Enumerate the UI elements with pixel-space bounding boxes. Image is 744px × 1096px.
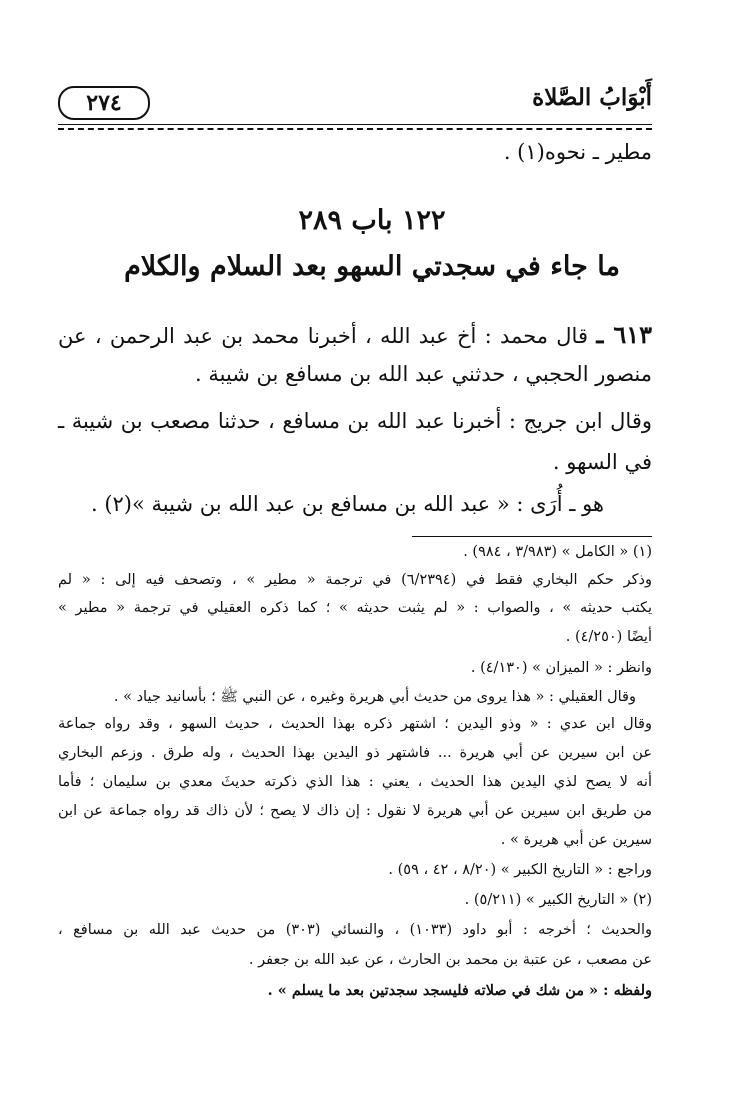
footnote-rule <box>412 536 652 537</box>
chapter-title: ما جاء في سجدتي السهو بعد السلام والكلام <box>124 251 620 282</box>
header-rule-dashed <box>58 128 652 130</box>
page-number-badge: ٢٧٤ <box>58 86 150 120</box>
continuation-text: مطير ـ نحوه(١) . <box>503 140 652 164</box>
footnote-line: أيضًا (٤/٢٥٠) . <box>565 629 652 645</box>
footnote-line: وقال العقيلي : « هذا يروى من حديث أبي هريرة وغيره ، عن النبي ﷺ ؛ بأسانيد جياد » . <box>113 689 636 705</box>
hadith-paragraph-2: وقال ابن جريج : أخبرنا عبد الله بن مسافع ، حدثنا مصعب بن شيبة ـ <box>58 409 652 433</box>
chapter-number: ١٢٢ باب ٢٨٩ <box>298 205 446 236</box>
hadith-paragraph-3: هو ـ أُرَى : « عبد الله بن مسافع بن عبد الله بن شيبة »(٢) . <box>90 492 604 516</box>
footnote-line: (١) « الكامل » (٣/٩٨٣ ، ٩٨٤) . <box>463 544 652 560</box>
footnote-line: وقال ابن عدي : « وذو اليدين ؛ اشتهر ذكره بهذا الحديث ، حديث السهو ، وقد رواه جماعة <box>58 716 652 732</box>
footnote-line: يكتب حديثه » ، والصواب : « لم يثبت حديثه » ؛ كما ذكره العقيلي في ترجمة « مطير » <box>58 600 652 616</box>
footnote-line: أنه لا يصح لذي اليدين هذا الحديث ، يعني : هذا الذي ذكرته حديثَ معدي بن سليمان ؛ فأما <box>58 774 652 790</box>
footnote-line: عن مصعب ، عن عتبة بن محمد بن الحارث ، عن عبد الله بن جعفر . <box>248 952 652 968</box>
hadith-line-1: قال محمد : أخ عبد الله ، أخبرنا محمد بن عبد الرحمن ، عن <box>58 324 588 348</box>
footnote-line: والحديث ؛ أخرجه : أبو داود (١٠٣٣) ، والنسائي (٣٠٣) من حديث عبد الله بن مسافع ، <box>58 922 652 938</box>
footnote-line: سيرين عن أبي هريرة » . <box>500 832 652 848</box>
footnote-line: عن ابن سيرين عن أبي هريرة ... فاشتهر ذو اليدين بهذا الحديث ، وله طرق . وزعم البخاري <box>58 745 652 761</box>
hadith-line-2: منصور الحجبي ، حدثني عبد الله بن مسافع بن شيبة . <box>195 362 652 386</box>
footnote-line: ولفظه : « من شك في صلاته فليسجد سجدتين بعد ما يسلم » . <box>267 982 652 999</box>
footnote-line: وراجع : « التاريخ الكبير » (٨/٢٠ ، ٤٢ ، ٥٩) . <box>388 862 652 878</box>
hadith-paragraph-1 <box>58 320 652 349</box>
hadith-number: ٦١٣ ـ <box>596 320 652 349</box>
footnote-line: وانظر : « الميزان » (٤/١٣٠) . <box>470 660 652 676</box>
page-header <box>58 80 652 124</box>
footnote-line: من طريق ابن سيرين عن أبي هريرة لا نقول : إن ذاك لا يصح ؛ لأن ذاك قد رواه جماعة عن ابن <box>58 803 652 819</box>
footnote-line: وذكر حكم البخاري فقط في (٦/٢٣٩٤) في ترجمة « مطير » ، وتصحف فيه إلى : « لم <box>58 572 653 588</box>
running-title: أَبْوَابُ الصَّلاة <box>532 84 652 111</box>
footnote-line: (٢) « التاريخ الكبير » (٥/٢١١) . <box>464 892 652 908</box>
header-rule <box>58 124 652 125</box>
hadith-paragraph-2-end: في السهو . <box>552 450 652 474</box>
